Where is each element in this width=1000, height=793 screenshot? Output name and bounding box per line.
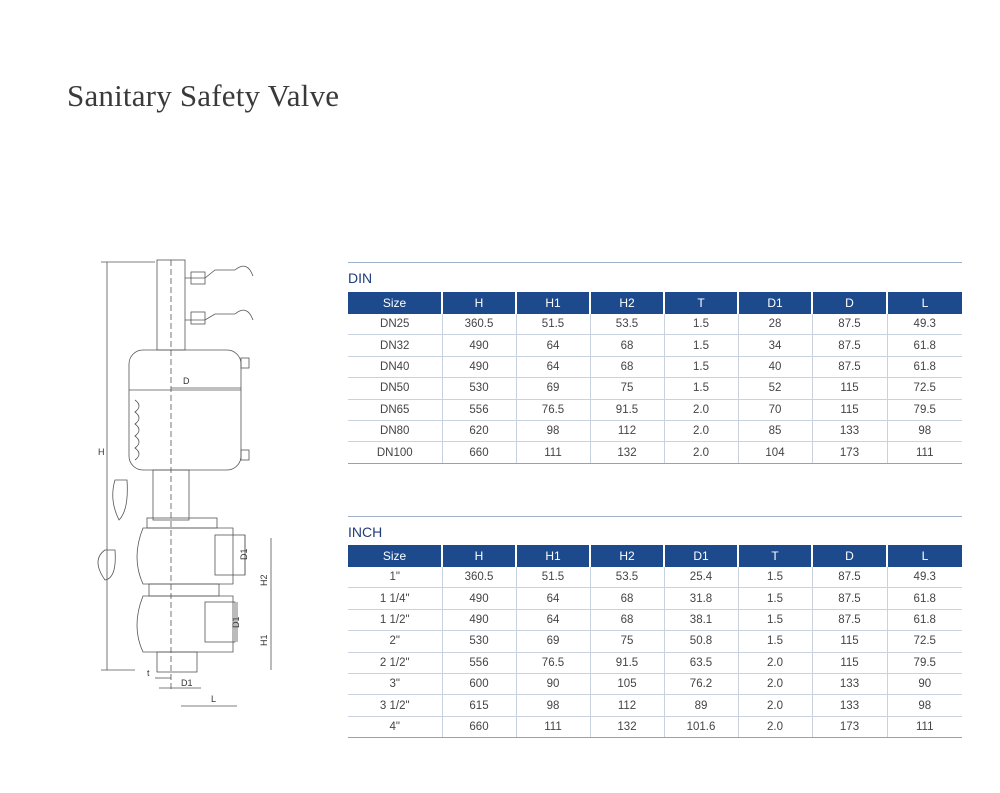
inch-table <box>348 545 962 738</box>
table-cell: 64 <box>516 335 590 356</box>
dim-l-label: L <box>211 694 217 704</box>
table-cell: DN32 <box>348 335 442 356</box>
table-cell: 600 <box>442 673 516 694</box>
table-cell: 53.5 <box>590 567 664 588</box>
table-cell: 111 <box>516 442 590 463</box>
table-cell: 556 <box>442 652 516 673</box>
table-cell: 2.0 <box>738 673 812 694</box>
table-cell: 49.3 <box>887 314 962 335</box>
table-cell: 79.5 <box>887 399 962 420</box>
inch-header-cell: D1 <box>664 545 738 567</box>
table-cell: 2.0 <box>664 399 738 420</box>
table-cell: 490 <box>442 588 516 609</box>
table-cell: 1 1/4" <box>348 588 442 609</box>
table-row <box>348 442 962 463</box>
inch-header-cell: D <box>812 545 887 567</box>
table-cell: 111 <box>516 716 590 737</box>
dim-d1-mid-label: D1 <box>231 616 241 628</box>
table-cell: 49.3 <box>887 567 962 588</box>
table-cell: 63.5 <box>664 652 738 673</box>
dim-h-label: H <box>98 447 105 457</box>
table-cell: 1.5 <box>738 609 812 630</box>
dim-t-label: t <box>147 668 150 678</box>
table-cell: 76.5 <box>516 399 590 420</box>
table-cell: 90 <box>516 673 590 694</box>
inch-header-cell: Size <box>348 545 442 567</box>
table-cell: 69 <box>516 631 590 652</box>
table-row <box>348 420 962 441</box>
table-cell: 101.6 <box>664 716 738 737</box>
table-cell: 1.5 <box>738 588 812 609</box>
table-cell: 1" <box>348 567 442 588</box>
table-cell: 76.5 <box>516 652 590 673</box>
table-row <box>348 652 962 673</box>
table-cell: 68 <box>590 335 664 356</box>
table-row <box>348 335 962 356</box>
table-cell: 104 <box>738 442 812 463</box>
table-cell: 1.5 <box>664 314 738 335</box>
table-row <box>348 673 962 694</box>
table-cell: 87.5 <box>812 609 887 630</box>
table-cell: 53.5 <box>590 314 664 335</box>
table-cell: 115 <box>812 399 887 420</box>
table-cell: DN65 <box>348 399 442 420</box>
table-cell: 530 <box>442 631 516 652</box>
table-cell: 87.5 <box>812 567 887 588</box>
table-cell: DN50 <box>348 378 442 399</box>
table-cell: 660 <box>442 442 516 463</box>
table-cell: 173 <box>812 442 887 463</box>
table-cell: 61.8 <box>887 356 962 377</box>
table-row <box>348 378 962 399</box>
table-cell: 98 <box>516 420 590 441</box>
table-cell: 2.0 <box>664 420 738 441</box>
table-row <box>348 314 962 335</box>
table-row <box>348 399 962 420</box>
table-cell: 530 <box>442 378 516 399</box>
din-header-cell: L <box>887 292 962 314</box>
table-cell: 1.5 <box>664 335 738 356</box>
table-cell: 52 <box>738 378 812 399</box>
table-cell: 75 <box>590 631 664 652</box>
table-cell: 133 <box>812 420 887 441</box>
table-cell: 76.2 <box>664 673 738 694</box>
table-cell: 115 <box>812 652 887 673</box>
table-cell: 360.5 <box>442 314 516 335</box>
table-cell: 61.8 <box>887 588 962 609</box>
table-cell: 72.5 <box>887 631 962 652</box>
table-cell: 51.5 <box>516 314 590 335</box>
din-header-cell: H <box>442 292 516 314</box>
table-cell: 87.5 <box>812 314 887 335</box>
table-cell: 115 <box>812 378 887 399</box>
table-cell: 75 <box>590 378 664 399</box>
table-cell: 61.8 <box>887 335 962 356</box>
table-cell: 64 <box>516 588 590 609</box>
table-cell: 40 <box>738 356 812 377</box>
table-cell: 3" <box>348 673 442 694</box>
table-cell: DN80 <box>348 420 442 441</box>
table-cell: 34 <box>738 335 812 356</box>
table-cell: 90 <box>887 673 962 694</box>
table-cell: 87.5 <box>812 588 887 609</box>
table-cell: 70 <box>738 399 812 420</box>
page-title: Sanitary Safety Valve <box>67 78 340 113</box>
table-cell: 98 <box>516 695 590 716</box>
table-cell: 490 <box>442 356 516 377</box>
table-cell: 31.8 <box>664 588 738 609</box>
table-cell: 2" <box>348 631 442 652</box>
table-cell: 2.0 <box>738 652 812 673</box>
table-cell: 2 1/2" <box>348 652 442 673</box>
din-section-label: DIN <box>348 270 373 286</box>
table-cell: DN100 <box>348 442 442 463</box>
table-cell: 133 <box>812 695 887 716</box>
table-cell: 3 1/2" <box>348 695 442 716</box>
dim-h1-label: H1 <box>259 634 269 646</box>
table-cell: 72.5 <box>887 378 962 399</box>
table-cell: 68 <box>590 356 664 377</box>
table-cell: 360.5 <box>442 567 516 588</box>
table-cell: 91.5 <box>590 652 664 673</box>
table-cell: 28 <box>738 314 812 335</box>
table-cell: 490 <box>442 335 516 356</box>
table-cell: 25.4 <box>664 567 738 588</box>
inch-header-cell: H2 <box>590 545 664 567</box>
table-cell: 112 <box>590 420 664 441</box>
table-cell: 38.1 <box>664 609 738 630</box>
table-cell: 112 <box>590 695 664 716</box>
table-cell: 98 <box>887 695 962 716</box>
din-header-cell: D1 <box>738 292 812 314</box>
inch-header-cell: H1 <box>516 545 590 567</box>
din-top-rule <box>348 262 962 263</box>
table-cell: 132 <box>590 442 664 463</box>
inch-top-rule <box>348 516 962 517</box>
table-cell: 51.5 <box>516 567 590 588</box>
table-cell: 50.8 <box>664 631 738 652</box>
table-cell: 1 1/2" <box>348 609 442 630</box>
table-cell: 79.5 <box>887 652 962 673</box>
table-cell: 64 <box>516 356 590 377</box>
table-cell: 490 <box>442 609 516 630</box>
table-cell: 1.5 <box>738 631 812 652</box>
table-row <box>348 716 962 737</box>
table-cell: 68 <box>590 588 664 609</box>
dim-d1-top-label: D1 <box>239 548 249 560</box>
inch-header-cell: L <box>887 545 962 567</box>
table-cell: 1.5 <box>738 567 812 588</box>
valve-technical-drawing <box>95 250 269 715</box>
inch-section-label: INCH <box>348 524 383 540</box>
table-cell: 2.0 <box>664 442 738 463</box>
din-header-row <box>348 292 962 314</box>
table-cell: 111 <box>887 716 962 737</box>
dim-h2-label: H2 <box>259 574 269 586</box>
table-cell: 115 <box>812 631 887 652</box>
table-cell: 69 <box>516 378 590 399</box>
table-cell: 111 <box>887 442 962 463</box>
table-cell: 173 <box>812 716 887 737</box>
table-cell: 2.0 <box>738 695 812 716</box>
inch-header-cell: H <box>442 545 516 567</box>
din-table <box>348 292 962 464</box>
inch-header-row <box>348 545 962 567</box>
table-cell: 133 <box>812 673 887 694</box>
table-cell: 91.5 <box>590 399 664 420</box>
table-cell: 85 <box>738 420 812 441</box>
din-header-cell: T <box>664 292 738 314</box>
table-row <box>348 567 962 588</box>
table-row <box>348 356 962 377</box>
table-row <box>348 588 962 609</box>
dim-d-label: D <box>183 376 190 386</box>
table-cell: DN25 <box>348 314 442 335</box>
din-header-cell: D <box>812 292 887 314</box>
table-cell: 87.5 <box>812 356 887 377</box>
table-cell: 68 <box>590 609 664 630</box>
table-cell: 89 <box>664 695 738 716</box>
table-cell: 620 <box>442 420 516 441</box>
inch-header-cell: T <box>738 545 812 567</box>
table-cell: 105 <box>590 673 664 694</box>
table-cell: 132 <box>590 716 664 737</box>
table-row <box>348 631 962 652</box>
table-cell: DN40 <box>348 356 442 377</box>
table-cell: 1.5 <box>664 378 738 399</box>
table-cell: 615 <box>442 695 516 716</box>
din-header-cell: H2 <box>590 292 664 314</box>
dim-d1-bottom-label: D1 <box>181 678 193 688</box>
table-row <box>348 695 962 716</box>
din-header-cell: H1 <box>516 292 590 314</box>
table-row <box>348 609 962 630</box>
table-cell: 61.8 <box>887 609 962 630</box>
table-cell: 1.5 <box>664 356 738 377</box>
table-cell: 556 <box>442 399 516 420</box>
din-header-cell: Size <box>348 292 442 314</box>
table-cell: 4" <box>348 716 442 737</box>
table-cell: 64 <box>516 609 590 630</box>
table-cell: 87.5 <box>812 335 887 356</box>
table-cell: 660 <box>442 716 516 737</box>
table-cell: 98 <box>887 420 962 441</box>
table-cell: 2.0 <box>738 716 812 737</box>
